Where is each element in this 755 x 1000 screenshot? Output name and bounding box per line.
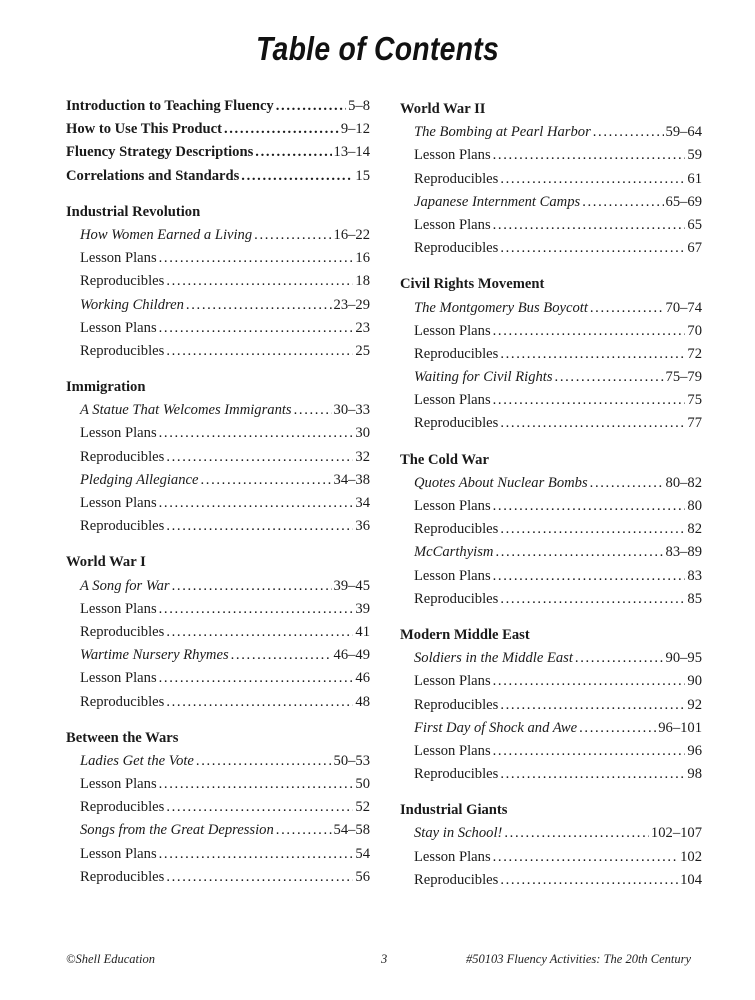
toc-entry-title: The Montgomery Bus Boycott: [414, 299, 588, 316]
toc-entry: [66, 819, 370, 842]
toc-entry-title: Working Children: [80, 296, 184, 313]
toc-entry-pages: 30: [355, 425, 370, 442]
toc-entry: [400, 144, 702, 167]
toc-entry-pages: 23–29: [333, 296, 370, 313]
dot-leader: [493, 740, 686, 763]
toc-entry: [66, 224, 370, 247]
toc-entry-pages: 39–45: [333, 577, 370, 594]
toc-entry-title: A Song for War: [80, 577, 170, 594]
toc-entry-title: Reproducibles: [414, 696, 499, 713]
toc-entry: [400, 168, 702, 191]
toc-entry: [66, 317, 370, 340]
toc-entry-title: Reproducibles: [80, 342, 165, 359]
toc-entry: [400, 541, 702, 564]
toc-entry: [66, 294, 370, 317]
toc-entry: [66, 399, 370, 422]
dot-leader: [186, 294, 332, 317]
section-heading: The Cold War: [400, 451, 489, 468]
dot-leader: [231, 644, 332, 667]
dot-leader: [500, 763, 685, 786]
toc-entry-pages: 67: [687, 240, 702, 257]
toc-entry: [400, 822, 702, 845]
toc-entry: [66, 247, 370, 270]
toc-entry-title: Lesson Plans: [414, 498, 491, 514]
dot-leader: [276, 819, 332, 842]
dot-leader: [575, 647, 664, 670]
footer-page-number: 3: [381, 952, 388, 966]
toc-entry-pages: 83: [687, 567, 702, 584]
toc-entry-title: Wartime Nursery Rhymes: [80, 647, 229, 664]
dot-leader: [590, 297, 664, 320]
toc-entry-title: Reproducibles: [414, 170, 499, 187]
toc-entry-title: Lesson Plans: [414, 742, 491, 759]
dot-leader: [590, 472, 664, 495]
toc-entry: [66, 340, 370, 363]
toc-entry: [400, 694, 702, 717]
toc-entry: [400, 297, 702, 320]
footer-copyright: ©Shell Education: [66, 952, 155, 966]
toc-entry-title: Correlations and Standards: [66, 167, 240, 184]
toc-entry-title: Reproducibles: [414, 345, 499, 362]
toc-entry: [400, 763, 702, 786]
toc-entry-pages: 59: [687, 147, 702, 164]
toc-entry-title: Lesson Plans: [414, 392, 491, 409]
toc-entry-pages: 41: [355, 623, 370, 640]
section-heading: Industrial Giants: [400, 802, 508, 819]
dot-leader: [493, 389, 686, 412]
toc-entry: [66, 515, 370, 538]
toc-entry-pages: 98: [687, 766, 702, 783]
dot-leader: [493, 214, 686, 237]
toc-entry: [400, 717, 702, 740]
toc-entry-pages: 65: [687, 216, 702, 233]
toc-entry: [400, 389, 702, 412]
toc-entry-pages: 61: [687, 170, 702, 187]
toc-entry: [66, 843, 370, 866]
dot-leader: [241, 165, 353, 188]
footer-product: #50103 Fluency Activities: The 20th Century: [466, 952, 692, 966]
toc-entry-pages: 70: [687, 322, 702, 339]
toc-entry-pages: 80–82: [665, 474, 702, 491]
toc-entry-title: Introduction to Teaching Fluency: [66, 98, 274, 114]
toc-entry-title: Pledging Allegiance: [80, 471, 199, 488]
toc-entry-pages: 77: [687, 415, 702, 432]
dot-leader: [593, 121, 664, 144]
toc-entry-title: First Day of Shock and Awe: [414, 719, 578, 736]
dot-leader: [500, 518, 685, 541]
toc-entry-pages: 16–22: [333, 226, 370, 243]
dot-leader: [500, 588, 685, 611]
dot-leader: [224, 118, 339, 141]
toc-entry: [400, 518, 702, 541]
toc-entry-title: How Women Earned a Living: [80, 226, 253, 243]
dot-leader: [504, 822, 649, 845]
toc-entry: [400, 472, 702, 495]
toc-entry-title: Reproducibles: [80, 799, 165, 816]
toc-entry-pages: 102–107: [650, 825, 702, 842]
dot-leader: [493, 495, 686, 518]
dot-leader: [166, 691, 353, 714]
toc-entry: [400, 495, 702, 518]
toc-entry-title: Reproducibles: [414, 871, 499, 888]
dot-leader: [582, 191, 663, 214]
section-heading: Modern Middle East: [400, 626, 530, 643]
toc-entry: [66, 621, 370, 644]
dot-leader: [200, 469, 331, 492]
toc-entry-pages: 48: [355, 693, 370, 710]
dot-leader: [555, 366, 664, 389]
toc-entry-title: McCarthyism: [414, 544, 494, 561]
toc-entry-pages: 72: [687, 345, 702, 362]
dot-leader: [493, 144, 686, 167]
dot-leader: [495, 541, 663, 564]
toc-entry-title: Lesson Plans: [414, 216, 491, 233]
dot-leader: [196, 750, 332, 773]
dot-leader: [500, 343, 685, 366]
dot-leader: [500, 694, 685, 717]
toc-entry: [400, 588, 702, 611]
toc-entry: [400, 366, 702, 389]
toc-entry: [400, 320, 702, 343]
toc-entry-pages: 56: [355, 868, 370, 885]
section-heading: Industrial Revolution: [66, 203, 201, 220]
toc-entry-pages: 32: [355, 448, 370, 465]
toc-entry-pages: 90–95: [665, 650, 702, 667]
toc-entry: [66, 667, 370, 690]
section-heading: Immigration: [66, 379, 146, 396]
dot-leader: [172, 575, 332, 598]
toc-entry-title: Reproducibles: [80, 448, 165, 465]
toc-entry-pages: 30–33: [333, 402, 370, 419]
dot-leader: [493, 846, 678, 869]
toc-entry-title: Lesson Plans: [414, 848, 491, 865]
toc-entry-title: A Statue That Welcomes Immigrants: [80, 402, 292, 419]
dot-leader: [159, 317, 354, 340]
toc-entry-pages: 104: [680, 871, 702, 888]
toc-entry-pages: 25: [355, 342, 370, 359]
toc-entry: [66, 446, 370, 469]
toc-entry-title: Stay in School!: [414, 825, 503, 842]
toc-entry-pages: 75–79: [665, 369, 702, 386]
toc-entry-pages: 85: [687, 590, 702, 607]
dot-leader: [254, 224, 331, 247]
toc-entry-pages: 15: [355, 167, 370, 184]
toc-entry-title: Reproducibles: [80, 273, 165, 290]
toc-entry-pages: 34–38: [333, 471, 370, 488]
toc-entry-pages: 92: [687, 696, 702, 713]
toc-entry: [400, 191, 702, 214]
toc-entry: [66, 796, 370, 819]
toc-entry-pages: 80: [687, 498, 702, 514]
toc-entry-title: Lesson Plans: [80, 670, 157, 687]
toc-entry-pages: 46–49: [333, 647, 370, 664]
dot-leader: [166, 270, 353, 293]
toc-entry: [66, 165, 370, 188]
toc-entry-title: Lesson Plans: [414, 673, 491, 690]
toc-entry-title: Japanese Internment Camps: [414, 193, 581, 210]
toc-entry-title: Reproducibles: [414, 766, 499, 783]
toc-entry-pages: 39: [355, 600, 370, 617]
toc-entry-pages: 54–58: [333, 822, 370, 839]
dot-leader: [500, 168, 685, 191]
toc-entry-pages: 50: [355, 776, 370, 793]
dot-leader: [159, 422, 354, 445]
dot-leader: [159, 247, 354, 270]
toc-entry-title: How to Use This Product: [66, 121, 222, 138]
page-title: Table of Contents: [255, 30, 499, 67]
toc-entry-pages: 52: [355, 799, 370, 816]
toc-entry: [66, 270, 370, 293]
toc-entry-pages: 34: [355, 495, 370, 511]
toc-entry: [66, 95, 370, 118]
toc-entry-title: Lesson Plans: [80, 425, 157, 442]
toc-entry-title: Lesson Plans: [80, 845, 157, 862]
toc-entry-title: Waiting for Civil Rights: [414, 369, 553, 386]
toc-entry-pages: 46: [355, 670, 370, 687]
toc-entry-pages: 59–64: [665, 124, 702, 141]
toc-entry-pages: 90: [687, 673, 702, 690]
dot-leader: [500, 869, 678, 892]
dot-leader: [276, 95, 346, 118]
toc-entry-title: Fluency Strategy Descriptions: [66, 144, 254, 161]
toc-entry-pages: 18: [355, 273, 370, 290]
dot-leader: [255, 141, 331, 164]
toc-entry-title: Reproducibles: [80, 693, 165, 710]
toc-entry: [66, 750, 370, 773]
toc-entry-title: Reproducibles: [414, 415, 499, 432]
toc-entry-title: Soldiers in the Middle East: [414, 650, 573, 667]
toc-entry-pages: 65–69: [665, 193, 702, 210]
dot-leader: [579, 717, 656, 740]
toc-entry: [400, 565, 702, 588]
toc-entry: [400, 214, 702, 237]
toc-entry: [66, 141, 370, 164]
toc-entry-title: Lesson Plans: [80, 776, 157, 793]
toc-entry: [66, 866, 370, 889]
toc-entry-pages: 96: [687, 742, 702, 759]
toc-entry: [66, 691, 370, 714]
toc-entry-pages: 50–53: [333, 752, 370, 769]
toc-entry-pages: 23: [355, 319, 370, 336]
toc-entry-pages: 16: [355, 250, 370, 267]
dot-leader: [159, 667, 354, 690]
toc-left-column: [66, 95, 370, 889]
toc-entry-title: The Bombing at Pearl Harbor: [414, 124, 591, 141]
toc-entry-title: Lesson Plans: [80, 319, 157, 336]
toc-entry: [400, 412, 702, 435]
dot-leader: [166, 340, 353, 363]
toc-entry-pages: 82: [687, 521, 702, 538]
toc-entry: [400, 670, 702, 693]
dot-leader: [166, 866, 353, 889]
toc-entry-title: Reproducibles: [80, 868, 165, 885]
dot-leader: [159, 843, 354, 866]
toc-entry: [400, 846, 702, 869]
toc-entry-pages: 96–101: [658, 719, 702, 736]
toc-entry-title: Lesson Plans: [414, 322, 491, 339]
toc-entry-title: Reproducibles: [414, 240, 499, 257]
dot-leader: [159, 773, 354, 796]
toc-entry-pages: 9–12: [340, 121, 370, 138]
toc-entry-title: Lesson Plans: [414, 147, 491, 164]
dot-leader: [166, 446, 353, 469]
toc-entry: [66, 492, 370, 515]
toc-entry: [66, 422, 370, 445]
toc-entry-title: Quotes About Nuclear Bombs: [414, 474, 588, 491]
dot-leader: [159, 598, 354, 621]
toc-entry-pages: 75: [687, 392, 702, 409]
dot-leader: [493, 565, 686, 588]
toc-entry-title: Reproducibles: [80, 518, 165, 535]
dot-leader: [500, 237, 685, 260]
dot-leader: [500, 412, 685, 435]
toc-entry-title: Reproducibles: [414, 590, 499, 607]
toc-entry: [400, 869, 702, 892]
toc-entry-pages: 70–74: [665, 299, 702, 316]
toc-entry: [400, 121, 702, 144]
dot-leader: [166, 621, 353, 644]
toc-entry-title: Lesson Plans: [414, 567, 491, 584]
toc-entry: [400, 237, 702, 260]
toc-entry: [400, 740, 702, 763]
toc-entry-title: Reproducibles: [414, 521, 499, 538]
dot-leader: [166, 796, 353, 819]
toc-entry: [400, 647, 702, 670]
toc-entry: [66, 644, 370, 667]
toc-entry-pages: 83–89: [665, 544, 702, 561]
toc-entry-pages: 102: [680, 848, 702, 865]
dot-leader: [294, 399, 332, 422]
toc-entry-title: Reproducibles: [80, 623, 165, 640]
toc-entry-pages: 5–8: [348, 98, 370, 114]
section-heading: World War II: [400, 101, 486, 117]
toc-entry-pages: 13–14: [333, 144, 370, 161]
toc-entry: [66, 598, 370, 621]
toc-entry: [66, 773, 370, 796]
section-heading: Civil Rights Movement: [400, 276, 545, 293]
toc-entry-pages: 54: [355, 845, 370, 862]
dot-leader: [166, 515, 353, 538]
toc-entry-title: Lesson Plans: [80, 600, 157, 617]
section-heading: Between the Wars: [66, 729, 179, 746]
toc-entry: [66, 575, 370, 598]
section-heading: World War I: [66, 554, 146, 571]
dot-leader: [159, 492, 354, 515]
toc-entry-pages: 36: [355, 518, 370, 535]
toc-entry-title: Songs from the Great Depression: [80, 822, 274, 839]
toc-right-column: [400, 95, 702, 892]
dot-leader: [493, 320, 686, 343]
toc-entry: [66, 469, 370, 492]
toc-entry: [66, 118, 370, 141]
dot-leader: [493, 670, 686, 693]
toc-entry-title: Ladies Get the Vote: [80, 752, 194, 769]
toc-entry-title: Lesson Plans: [80, 495, 157, 511]
toc-entry: [400, 343, 702, 366]
toc-entry-title: Lesson Plans: [80, 250, 157, 267]
